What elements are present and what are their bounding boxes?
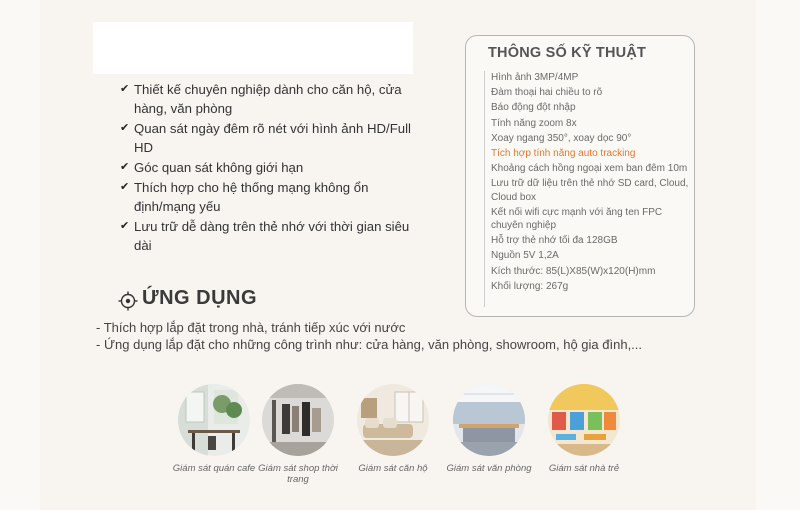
feature-item: ✔ Góc quan sát không giới hạn: [120, 160, 304, 175]
application-line: - Ứng dụng lắp đặt cho những công trình như: cửa hàng, văn phòng, showroom, hộ gia đình,...: [96, 337, 643, 352]
target-icon: [118, 291, 138, 311]
usage-photos: [0, 378, 800, 510]
feature-list: [120, 80, 420, 256]
spec-item: Kích thước: 85(L)X85(W)x120(H)mm: [491, 265, 656, 277]
blank-banner: [93, 22, 413, 74]
spec-item: Khoảng cách hồng ngoại xem ban đêm 10m: [491, 163, 688, 175]
check-icon: ✔: [120, 83, 130, 95]
photo-caption: Giám sát căn hộ: [358, 463, 428, 474]
feature-item: ✔ Quan sát ngày đêm rõ nét với hình ảnh HD/Full HD: [120, 121, 411, 155]
spec-item: Kết nối wifi cực mạnh với ăng ten FPC chuyên nghiệp: [491, 206, 663, 232]
spec-item: Hỗ trợ thẻ nhớ tối đa 128GB: [491, 235, 618, 247]
spec-item: Nguồn 5V 1,2A: [491, 250, 559, 262]
cafe-photo: [178, 384, 250, 456]
spec-item-highlight: Tích hợp tính năng auto tracking: [491, 148, 636, 160]
fashion-shop-photo: [262, 384, 334, 456]
spec-item: Lưu trữ dữ liệu trên thẻ nhớ SD card, Cloud, Cloud box: [491, 178, 689, 203]
check-icon: ✔: [120, 161, 130, 173]
check-icon: ✔: [120, 220, 130, 232]
spec-item: Xoay ngang 350°, xoay dọc 90°: [491, 132, 632, 144]
check-icon: ✔: [120, 181, 130, 193]
spec-item: Tính năng zoom 8x: [491, 117, 577, 129]
office-photo: [453, 384, 525, 456]
application-line: - Thích hợp lắp đặt trong nhà, tránh tiếp xúc với nước: [96, 320, 406, 335]
spec-item: Báo động đột nhập: [491, 102, 576, 114]
spec-title: THÔNG SỐ KỸ THUẬT: [488, 45, 647, 61]
photo-caption: Giám sát nhà trẻ: [548, 463, 620, 474]
spec-item: Hình ảnh 3MP/4MP: [491, 72, 579, 83]
feature-item: ✔ Lưu trữ dễ dàng trên thẻ nhớ với thời gian siêu dài: [120, 219, 410, 253]
photo-caption: Giám sát văn phòng: [446, 463, 532, 474]
application-text: [96, 319, 716, 353]
photo-caption: Giám sát quán cafe: [172, 463, 256, 474]
spec-item: Đàm thoại hai chiều to rõ: [491, 87, 603, 99]
spec-item: Khối lượng: 267g: [491, 280, 569, 292]
feature-item: ✔ Thiết kế chuyên nghiệp dành cho căn hộ, cửa hàng, văn phòng: [120, 82, 402, 116]
kindergarten-photo: [548, 384, 620, 456]
check-icon: ✔: [120, 122, 130, 134]
application-title: ỨNG DỤNG: [142, 287, 258, 309]
photo-caption: Giám sát shop thời trang: [258, 463, 338, 485]
spec-panel: [465, 35, 695, 317]
apartment-photo: [357, 384, 429, 456]
feature-item: ✔ Thích hợp cho hệ thống mạng không ổn định/mạng yếu: [120, 180, 369, 214]
spec-list: [484, 71, 690, 307]
